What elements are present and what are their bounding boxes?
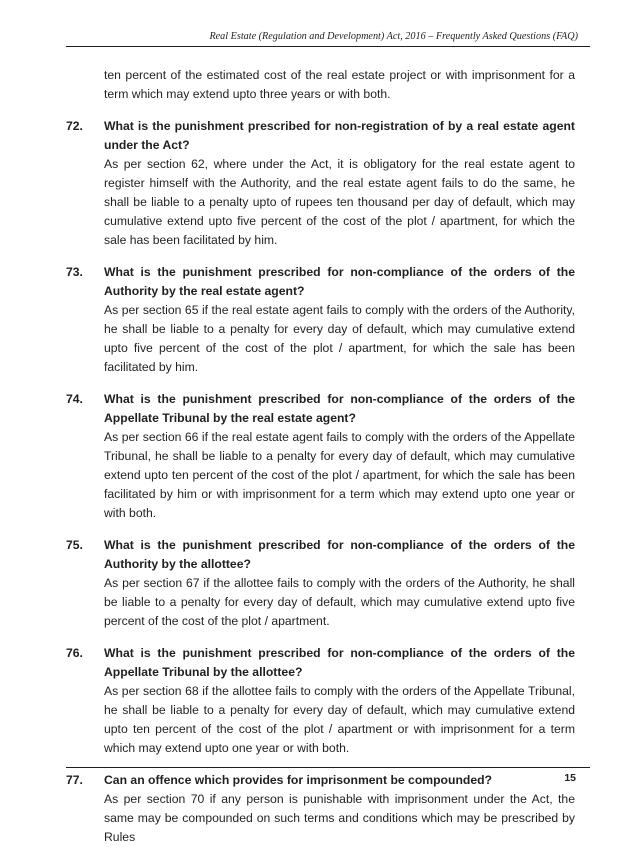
faq-item-72 (66, 117, 575, 250)
running-header-title: Real Estate (Regulation and Development) Act, 2016 – Frequently Asked Questions (FAQ) (209, 31, 578, 42)
faq-item-77 (66, 771, 575, 847)
faq-item-75 (66, 536, 575, 631)
faq-answer: As per section 65 if the real estate agent fails to comply with the orders of the Authority, he shall be liable to a penalty for every day of default, which may cumulative extend upto five percent of the cost of the plot / apartment, for which the sale has been facilitated by him. (104, 303, 575, 374)
faq-number: 72. (66, 119, 83, 133)
faq-question: What is the punishment prescribed for non-compliance of the orders of the Appellate Tribunal by the allottee? (104, 646, 575, 679)
faq-number: 73. (66, 265, 83, 279)
faq-number: 77. (66, 773, 83, 787)
continuation-paragraph: ten percent of the estimated cost of the real estate project or with imprisonment for a term which may extend upto three years or with both. (104, 68, 575, 101)
faq-item-76 (66, 644, 575, 758)
faq-question: Can an offence which provides for imprisonment be compounded? (104, 773, 493, 787)
page-content (66, 66, 575, 847)
faq-number: 74. (66, 392, 83, 406)
faq-answer: As per section 62, where under the Act, it is obligatory for the real estate agent to register himself with the Authority, and the real estate agent fails to do the same, he shall be liable to a penalty upto of rupees ten thousand per day of default, which may cumulative extend upto five percent of the cost of the plot / apartment, for which the sale has been facilitated by him. (104, 157, 575, 247)
faq-question: What is the punishment prescribed for non-compliance of the orders of the Authority by the allottee? (104, 538, 575, 571)
faq-answer: As per section 66 if the real estate agent fails to comply with the orders of the Appellate Tribunal, he shall be liable to a penalty for every day of default, which may cumulative extend upto ten percent of the cost of the plot / apartment, for which the sale has been facilitated by him or with imprisonment for a term which may extend upto one year or with both. (104, 430, 575, 520)
faq-question: What is the punishment prescribed for non-compliance of the orders of the Authority by the real estate agent? (104, 265, 575, 298)
page-number: 15 (564, 772, 576, 784)
faq-number: 75. (66, 538, 83, 552)
faq-item-74 (66, 390, 575, 523)
faq-number: 76. (66, 646, 83, 660)
faq-question: What is the punishment prescribed for non-registration of by a real estate agent under the Act? (104, 119, 575, 152)
faq-answer: As per section 67 if the allottee fails to comply with the orders of the Authority, he shall be liable to a penalty for every day of default, which may cumulative extend upto five percent of the cost of the plot / apartment. (104, 576, 575, 628)
header-divider (66, 46, 590, 47)
faq-question: What is the punishment prescribed for non-compliance of the orders of the Appellate Tribunal by the real estate agent? (104, 392, 575, 425)
faq-answer: As per section 70 if any person is punishable with imprisonment under the Act, the same may be compounded on such terms and conditions which may be prescribed by Rules (104, 792, 575, 844)
faq-answer: As per section 68 if the allottee fails to comply with the orders of the Appellate Tribunal, he shall be liable to a penalty for every day of default, which may cumulative extend upto ten percent of the cost of the plot / apartment or with imprisonment for a term which may extend upto one year or with both. (104, 684, 575, 755)
faq-item-73 (66, 263, 575, 377)
footer-divider (66, 767, 590, 768)
